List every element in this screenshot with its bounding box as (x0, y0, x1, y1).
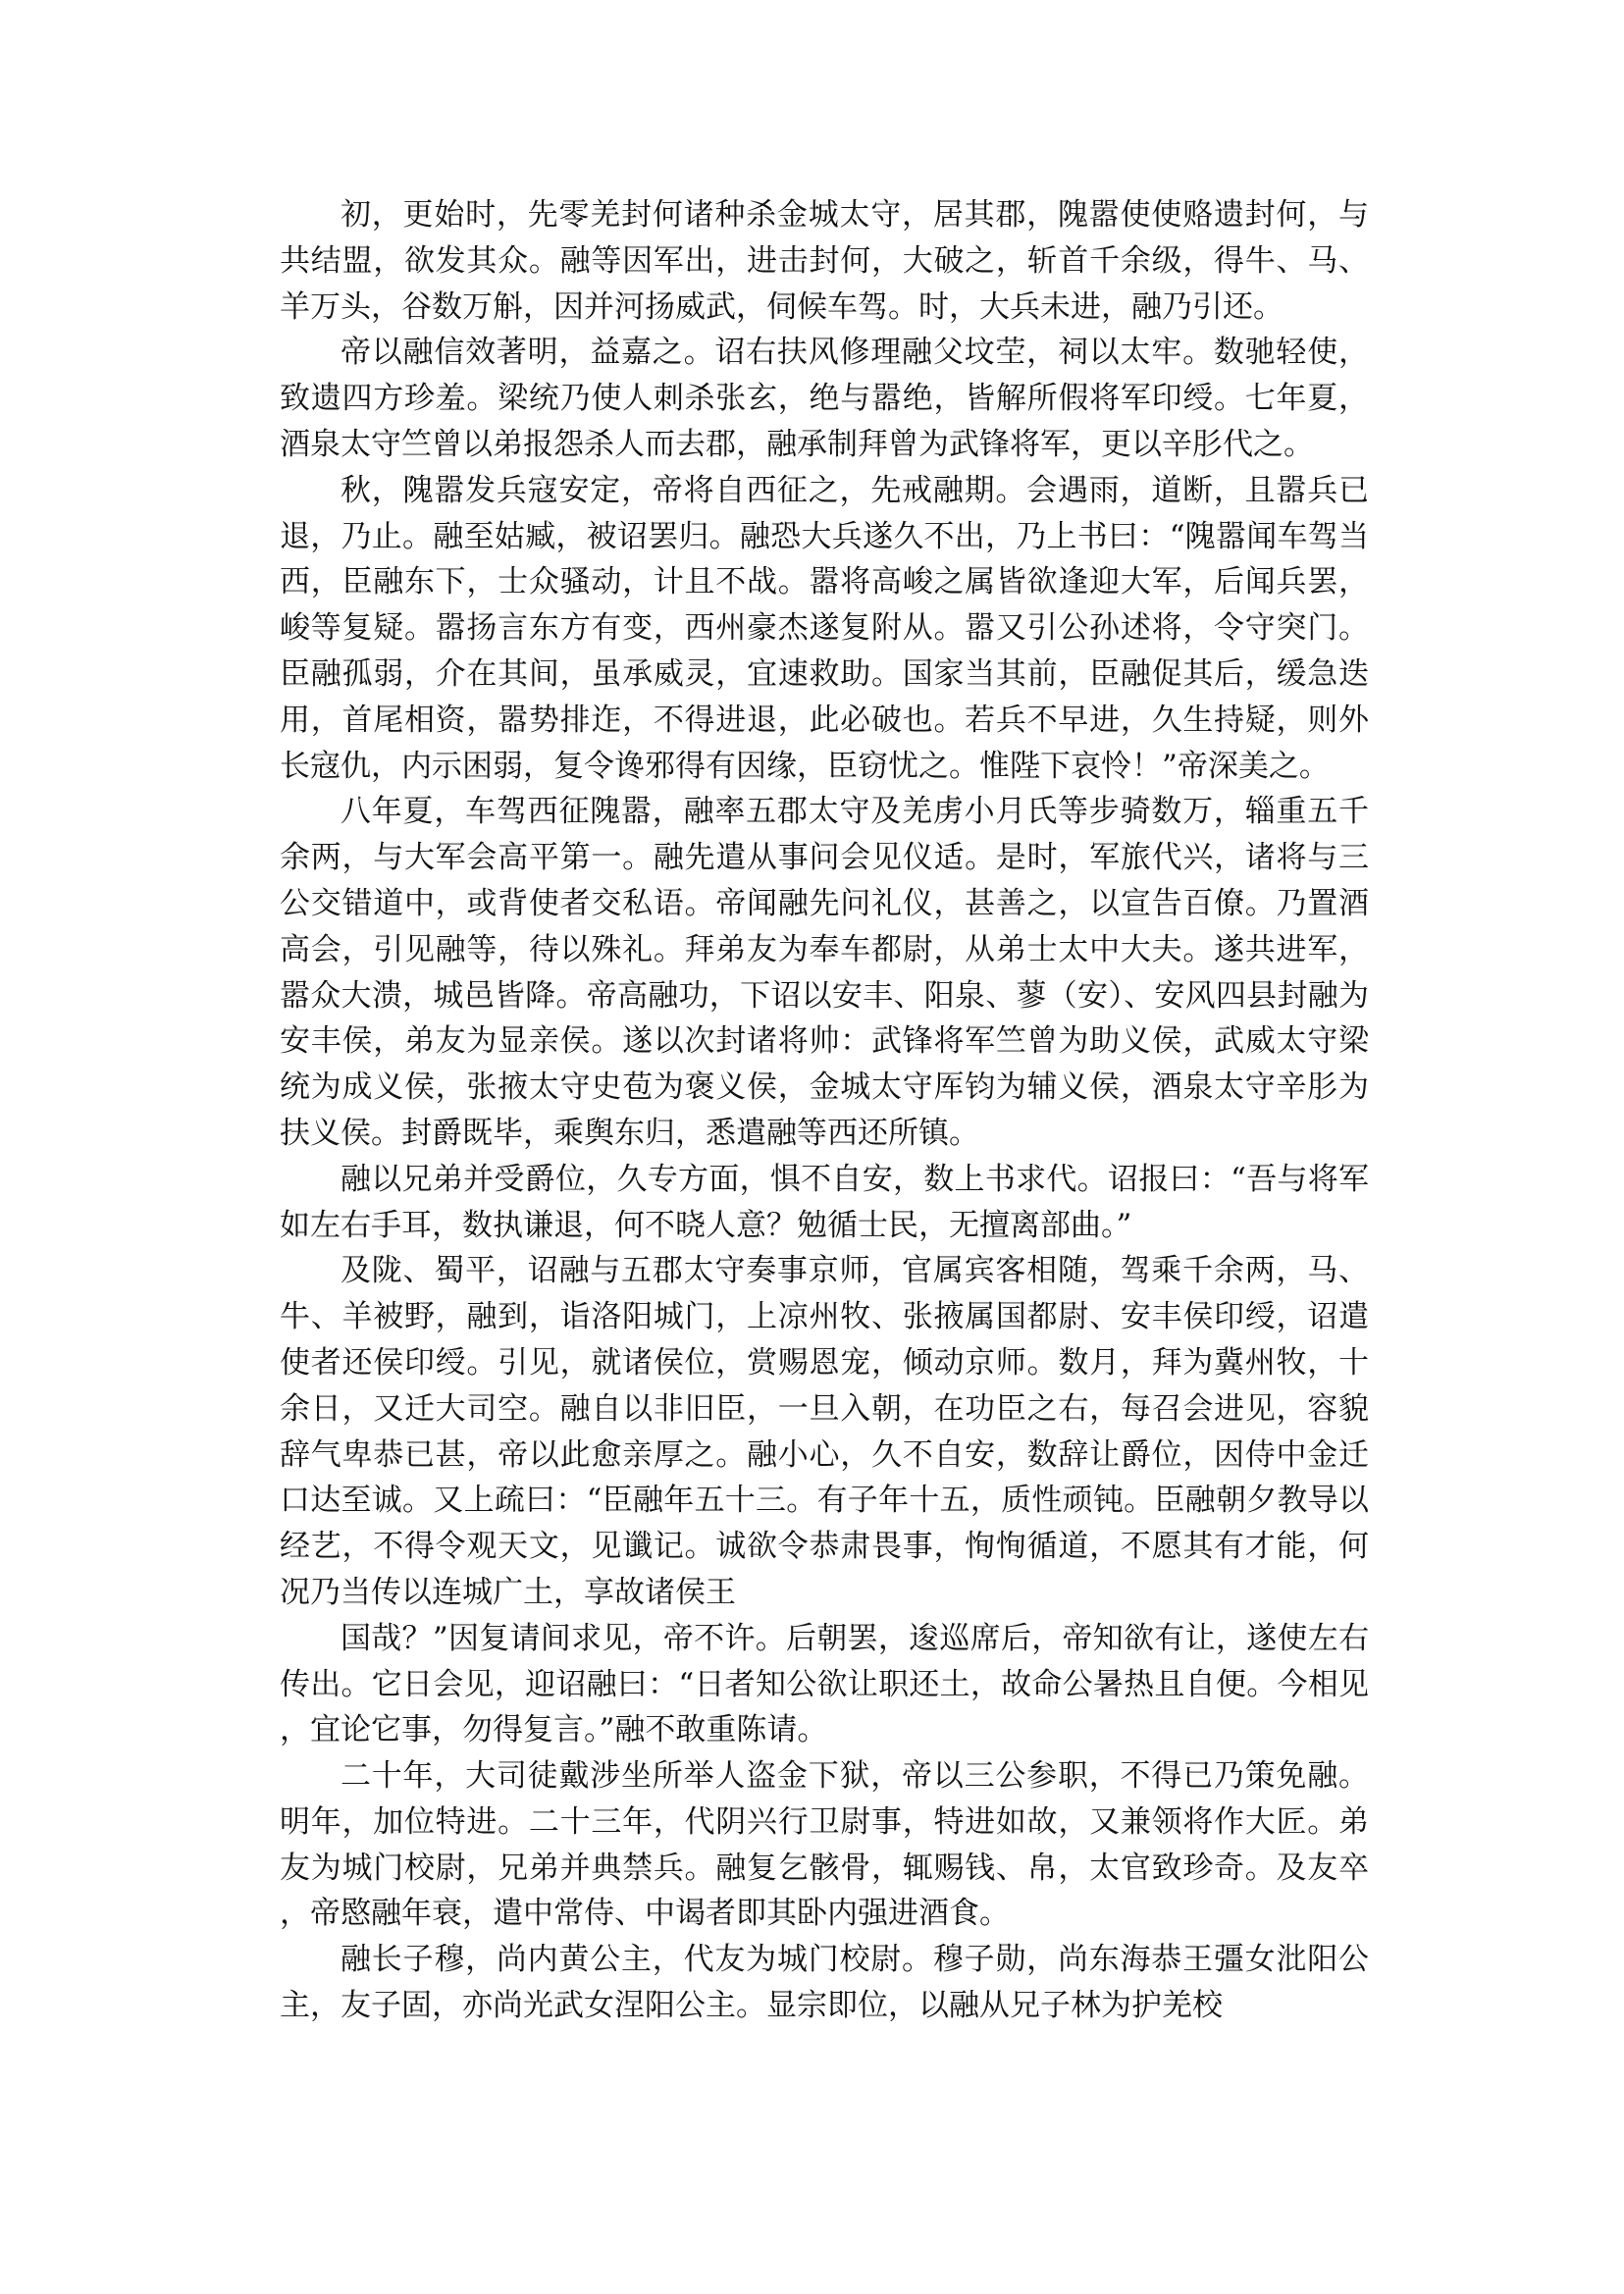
paragraph-4: 八年夏，车驾西征隗嚣，融率五郡太守及羌虏小月氏等步骑数万，辎重五千余两，与大军会高平第一。融先遣从事问会见仪适。是时，军旅代兴，诸将与三公交错道中，或背使者交私语。帝闻融先问礼仪，甚善之，以宣告百僚。乃置酒高会，引见融等，待以殊礼。拜弟友为奉车都尉，从弟士太中大夫。遂共进军，嚣众大溃，城邑皆降。帝高融功，下诏以安丰、阳泉、蓼（安）、安风四县封融为安丰侯，弟友为显亲侯。遂以次封诸将帅：武锋将军竺曾为助义侯，武威太守梁统为成义侯，张掖太守史苞为褒义侯，金城太守厍钧为辅义侯，酒泉太守辛肜为扶义侯。封爵既毕，乘舆东归，悉遣融等西还所镇。 (280, 794, 1369, 1151)
paragraph-9: 融长子穆，尚内黄公主，代友为城门校尉。穆子勋，尚东海恭王彊女沘阳公主，友子固，亦尚光武女涅阳公主。显宗即位，以融从兄子林为护羌校 (280, 1942, 1369, 2024)
paragraph-5: 融以兄弟并受爵位，久专方面，惧不自安，数上书求代。诏报曰：“吾与将军如左右手耳，数执谦退，何不晓人意？勉循士民，无擅离部曲。” (280, 1161, 1369, 1243)
paragraph-1: 初，更始时，先零羌封何诸种杀金城太守，居其郡，隗嚣使使赂遗封何，与共结盟，欲发其众。融等因军出，进击封何，大破之，斩首千余级，得牛、马、羊万头，谷数万斛，因并河扬威武，伺候车驾。时，大兵未进，融乃引还。 (280, 197, 1369, 325)
paragraph-2: 帝以融信效著明，益嘉之。诏右扶风修理融父坟茔，祠以太牢。数驰轻使，致遗四方珍羞。梁统乃使人刺杀张玄，绝与嚣绝，皆解所假将军印绶。七年夏，酒泉太守竺曾以弟报怨杀人而去郡，融承制拜曾为武锋将军，更以辛肜代之。 (280, 335, 1369, 462)
paragraph-6: 及陇、蜀平，诏融与五郡太守奏事京师，官属宾客相随，驾乘千余两，马、牛、羊被野，融到，诣洛阳城门，上凉州牧、张掖属国都尉、安丰侯印绶，诏遣使者还侯印绶。引见，就诸侯位，赏赐恩宠，倾动京师。数月，拜为冀州牧，十余日，又迁大司空。融自以非旧臣，一旦入朝，在功臣之右，每召会进见，容貌辞气卑恭已甚，帝以此愈亲厚之。融小心，久不自安，数辞让爵位，因侍中金迁口达至诚。又上疏曰：“臣融年五十三。有子年十五，质性顽钝。臣融朝夕教导以经艺，不得令观天文，见谶记。诚欲令恭肃畏事，恂恂循道，不愿其有才能，何况乃当传以连城广土，享故诸侯王 (280, 1253, 1369, 1610)
paragraph-3: 秋，隗嚣发兵寇安定，帝将自西征之，先戒融期。会遇雨，道断，且嚣兵已退，乃止。融至姑臧，被诏罢归。融恐大兵遂久不出，乃上书曰：“隗嚣闻车驾当西，臣融东下，士众骚动，计且不战。嚣将高峻之属皆欲逢迎大军，后闻兵罢，峻等复疑。嚣扬言东方有变，西州豪杰遂复附从。嚣又引公孙述将，令守突门。臣融孤弱，介在其间，虽承威灵，宜速救助。国家当其前，臣融促其后，缓急迭用，首尾相资，嚣势排迮，不得进退，此必破也。若兵不早进，久生持疑，则外长寇仇，内示困弱，复令谗邪得有因缘，臣窃忧之。惟陛下哀怜！”帝深美之。 (280, 472, 1369, 784)
paragraph-8: 二十年，大司徒戴涉坐所举人盗金下狱，帝以三公参职，不得已乃策免融。明年，加位特进。二十三年，代阴兴行卫尉事，特进如故，又兼领将作大匠。弟友为城门校尉，兄弟并典禁兵。融复乞骸骨，辄赐钱、帛，太官致珍奇。及友卒，帝愍融年衰，遣中常侍、中谒者即其卧内强进酒食。 (280, 1758, 1369, 1932)
paragraph-7: 国哉？”因复请间求见，帝不许。后朝罢，逡巡席后，帝知欲有让，遂使左右传出。它日会见，迎诏融曰：“日者知公欲让职还土，故命公暑热且自便。今相见，宜论它事，勿得复言。”融不敢重陈请。 (280, 1620, 1369, 1748)
document-page (280, 192, 1369, 2029)
